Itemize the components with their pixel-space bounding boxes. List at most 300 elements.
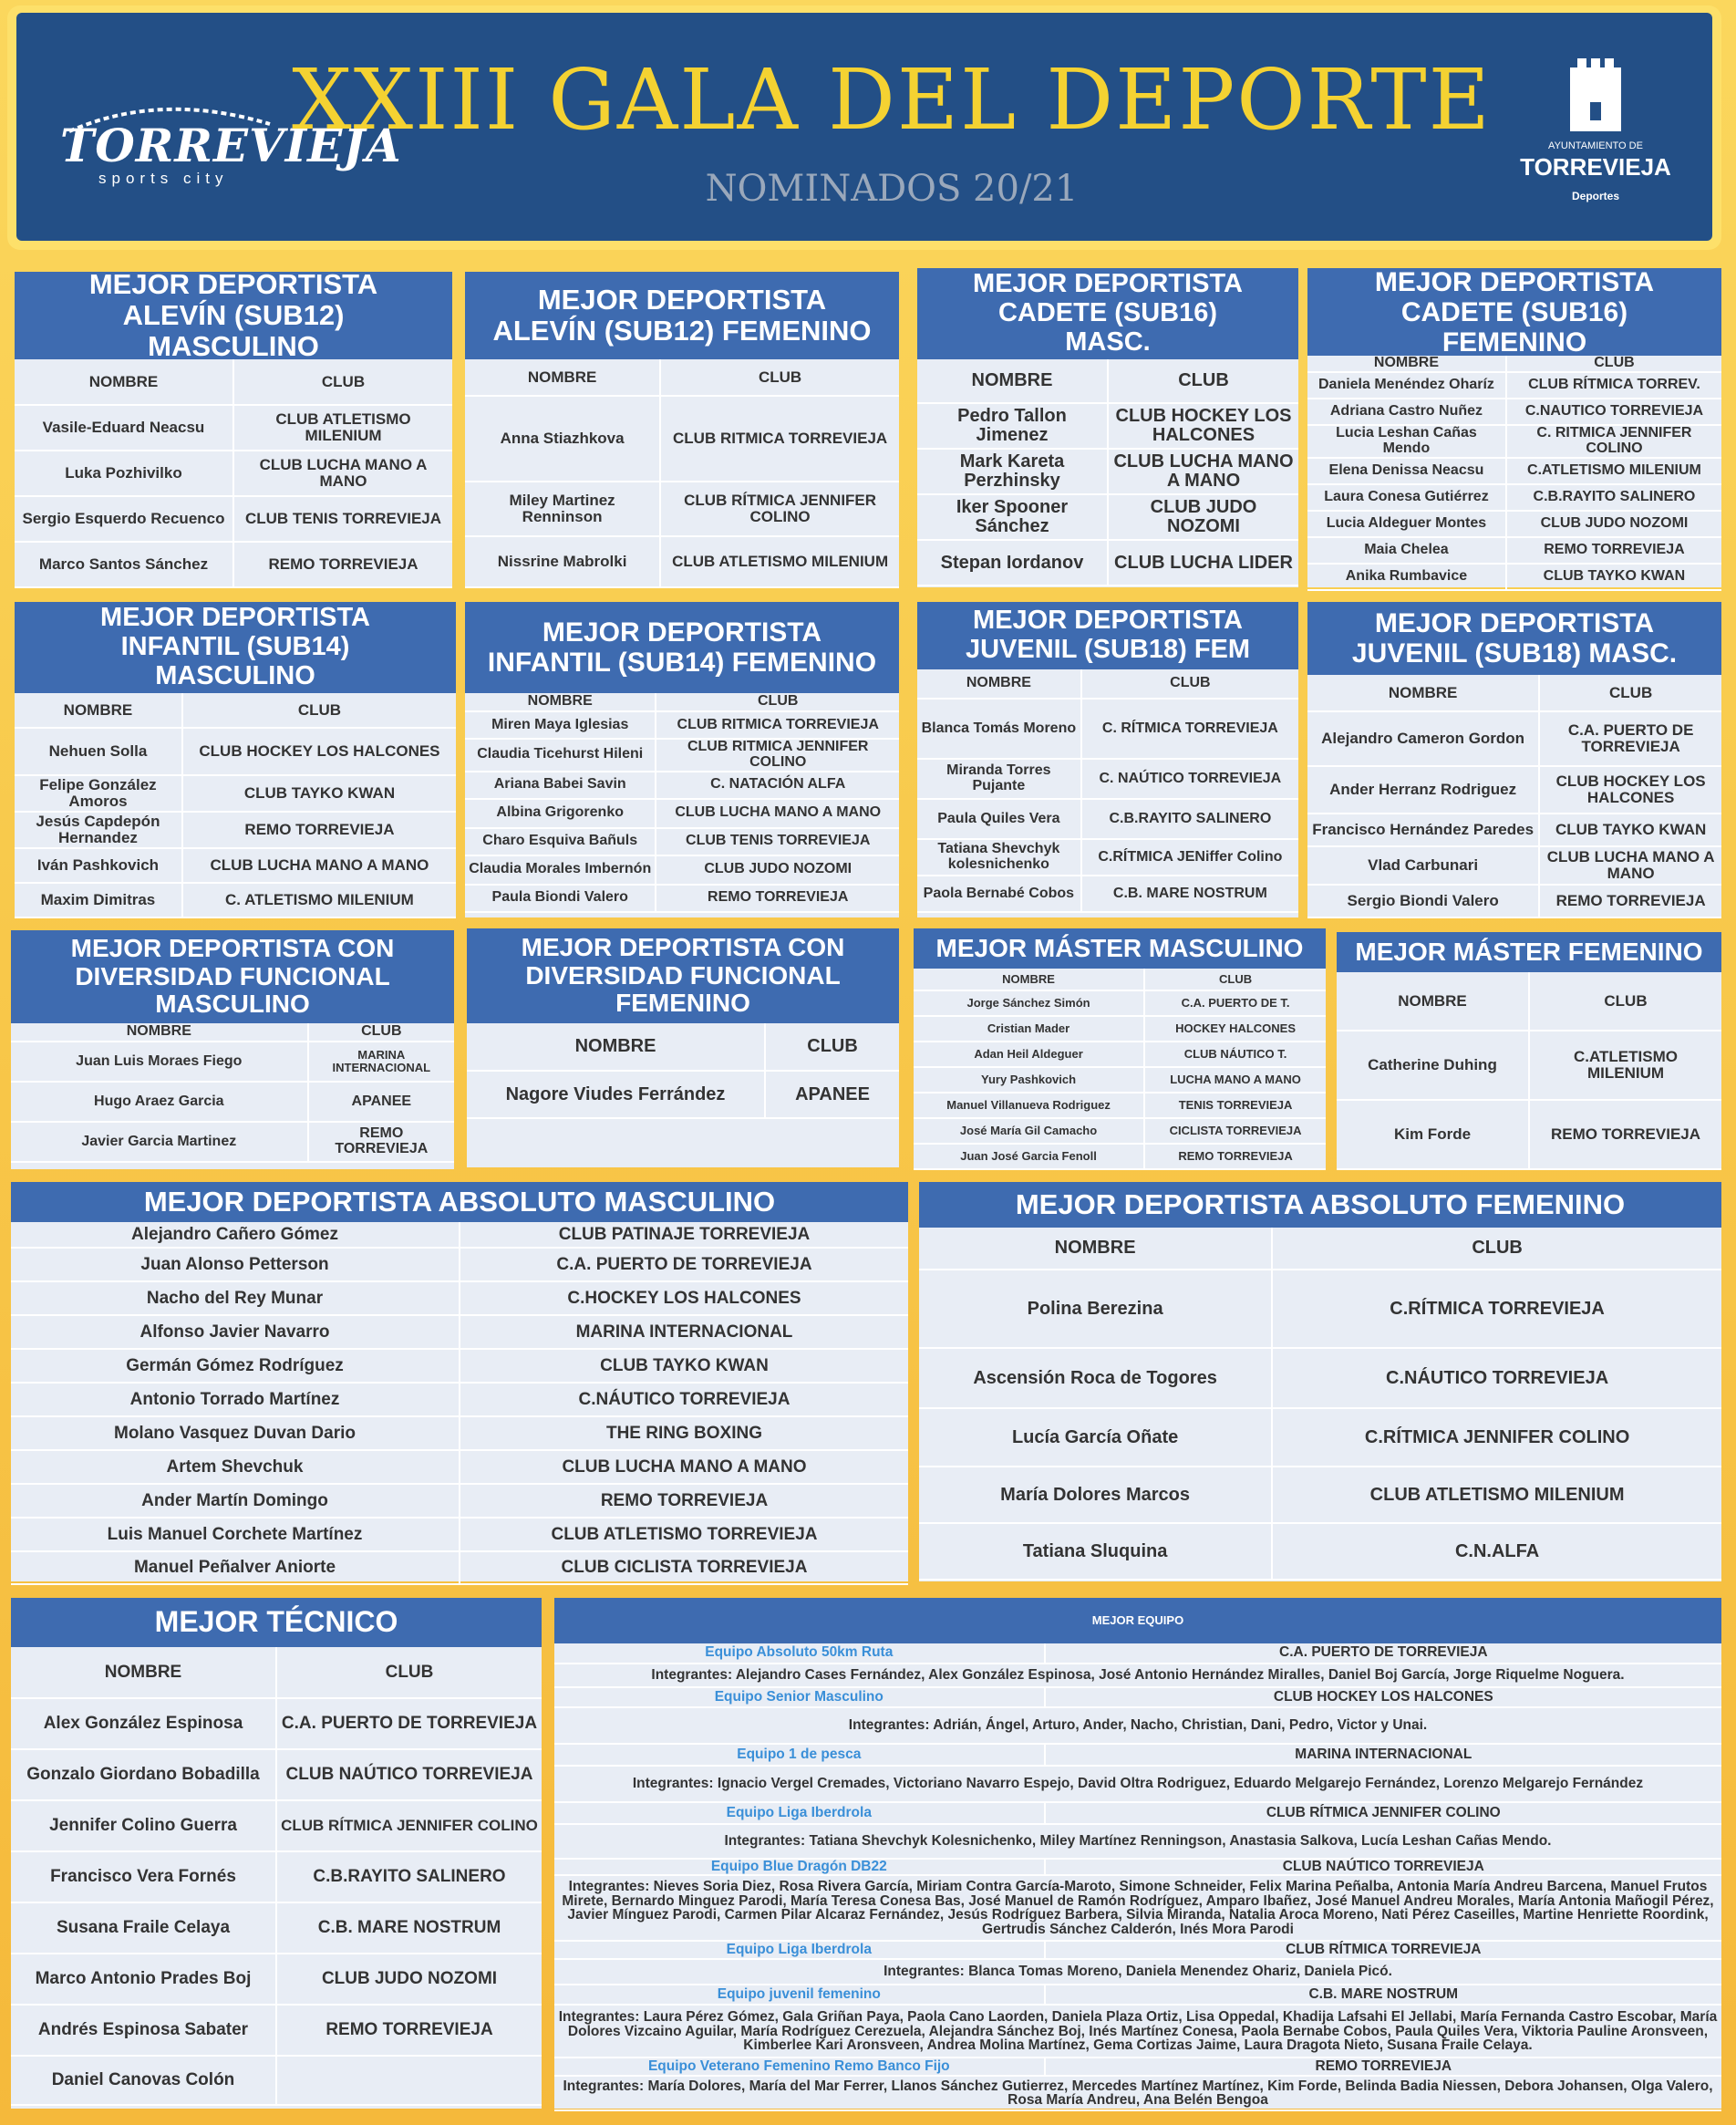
nominee-name: Polina Berezina bbox=[919, 1270, 1272, 1348]
nominee-name: Felipe González Amoros bbox=[15, 775, 182, 812]
table-row bbox=[1307, 425, 1721, 458]
table-row bbox=[467, 1071, 899, 1118]
team-members-row bbox=[554, 1959, 1721, 1985]
logo-word: TORREVIEJA bbox=[60, 119, 402, 172]
team-club: CLUB RÍTMICA TORREVIEJA bbox=[1045, 1941, 1721, 1959]
table-row bbox=[1337, 1100, 1721, 1169]
card-cadete-masculino bbox=[917, 268, 1298, 587]
nominee-club: REMO TORREVIEJA bbox=[233, 542, 452, 587]
team-members-row bbox=[554, 1664, 1721, 1687]
table-row bbox=[1307, 846, 1721, 885]
table-row bbox=[11, 1749, 542, 1800]
nominee-club: CLUB TENIS TORREVIEJA bbox=[233, 496, 452, 542]
table-row bbox=[11, 1315, 908, 1349]
col-nombre: NOMBRE bbox=[465, 693, 656, 711]
table-header bbox=[15, 693, 456, 728]
nominee-club: REMO TORREVIEJA bbox=[182, 812, 456, 848]
nominee-name: José María Gil Camacho bbox=[914, 1118, 1144, 1144]
table-row bbox=[917, 699, 1298, 759]
nominee-club: CLUB LUCHA MANO A MANO bbox=[182, 848, 456, 883]
nominee-name: Albina Grigorenko bbox=[465, 799, 656, 828]
nominee-club: MARINA INTERNACIONAL bbox=[460, 1315, 908, 1349]
table-row bbox=[1307, 511, 1721, 537]
col-club: CLUB bbox=[656, 693, 899, 711]
table-row bbox=[15, 812, 456, 848]
nominee-club: C.RÍTMICA JENiffer Colino bbox=[1081, 839, 1298, 876]
team-club: C.A. PUERTO DE TORREVIEJA bbox=[1045, 1643, 1721, 1664]
nominee-name: Adan Heil Aldeguer bbox=[914, 1042, 1144, 1067]
nominee-club: CLUB TAYKO KWAN bbox=[460, 1349, 908, 1383]
table-row bbox=[465, 739, 899, 772]
col-club: CLUB bbox=[1108, 359, 1298, 403]
table-row bbox=[1307, 484, 1721, 511]
team-row bbox=[554, 1744, 1721, 1766]
table-row bbox=[11, 1551, 908, 1584]
table-header bbox=[917, 669, 1298, 699]
nominee-name: Marco Antonio Prades Boj bbox=[11, 1954, 276, 2005]
nominee-name: Laura Conesa Gutiérrez bbox=[1307, 484, 1506, 511]
table-row bbox=[465, 536, 899, 587]
table-row bbox=[15, 848, 456, 883]
card-mejor-tecnico bbox=[11, 1598, 542, 2109]
table-row bbox=[15, 775, 456, 812]
table-row bbox=[11, 1122, 454, 1162]
table-row bbox=[11, 1450, 908, 1484]
table-row bbox=[465, 772, 899, 799]
nominee-name: Juan José Garcia Fenoll bbox=[914, 1144, 1144, 1169]
card-juvenil-masculino bbox=[1307, 602, 1721, 917]
nominee-club: CLUB ATLETISMO TORREVIEJA bbox=[460, 1518, 908, 1551]
ayuntamiento-logo bbox=[1504, 67, 1687, 213]
team-name: Equipo Liga Iberdrola bbox=[554, 1802, 1045, 1824]
table-row bbox=[1307, 458, 1721, 484]
nominee-name: Anika Rumbavice bbox=[1307, 564, 1506, 590]
table-row bbox=[11, 1954, 542, 2005]
logo-ayuntamiento: AYUNTAMIENTO DE bbox=[1548, 140, 1643, 151]
team-name: Equipo 1 de pesca bbox=[554, 1744, 1045, 1766]
page-subtitle: NOMINADOS 20/21 bbox=[705, 168, 1079, 210]
table-row bbox=[914, 990, 1326, 1016]
team-members-row bbox=[554, 2005, 1721, 2058]
nominee-name: Juan Luis Moraes Fiego bbox=[11, 1042, 308, 1082]
table-row bbox=[1307, 537, 1721, 564]
card-juvenil-femenino bbox=[917, 602, 1298, 917]
nominee-club: CLUB HOCKEY LOS HALCONES bbox=[1108, 403, 1298, 449]
nominee-name: Maia Chelea bbox=[1307, 537, 1506, 564]
nominee-name: Francisco Hernández Paredes bbox=[1307, 814, 1539, 846]
nominee-name: Kim Forde bbox=[1337, 1100, 1529, 1169]
nominees-table bbox=[1307, 675, 1721, 918]
nominee-name: Francisco Vera Fornés bbox=[11, 1851, 276, 1902]
card-title: MEJOR MÁSTER MASCULINO bbox=[914, 928, 1326, 969]
nominee-name: Gonzalo Giordano Bobadilla bbox=[11, 1749, 276, 1800]
table-row bbox=[15, 451, 452, 496]
nominee-club: C.B.RAYITO SALINERO bbox=[1081, 799, 1298, 839]
col-club: CLUB bbox=[765, 1023, 899, 1071]
nominee-club: CLUB PATINAJE TORREVIEJA bbox=[460, 1222, 908, 1248]
nominee-name: Maxim Dimitras bbox=[15, 883, 182, 917]
table-row bbox=[465, 799, 899, 828]
nominee-name: Alex González Espinosa bbox=[11, 1698, 276, 1749]
nominee-name: Alfonso Javier Navarro bbox=[11, 1315, 460, 1349]
team-club: MARINA INTERNACIONAL bbox=[1045, 1744, 1721, 1766]
nominees-table bbox=[11, 1023, 454, 1163]
table-header bbox=[465, 693, 899, 711]
nominee-name: Andrés Espinosa Sabater bbox=[11, 2005, 276, 2056]
nominee-club: C.RÍTMICA TORREVIEJA bbox=[1272, 1270, 1721, 1348]
table-row bbox=[11, 1851, 542, 1902]
table-row bbox=[919, 1523, 1721, 1580]
team-members-row bbox=[554, 1707, 1721, 1744]
card-master-masculino bbox=[914, 928, 1326, 1169]
team-name: Equipo Absoluto 50km Ruta bbox=[554, 1643, 1045, 1664]
nominee-club: C.B. MARE NOSTRUM bbox=[276, 1902, 542, 1954]
nominee-club: CLUB TENIS TORREVIEJA bbox=[656, 828, 899, 855]
nominee-name: Tatiana Sluquina bbox=[919, 1523, 1272, 1580]
card-title: MEJOR EQUIPO bbox=[554, 1598, 1721, 1643]
nominee-name: Ander Martín Domingo bbox=[11, 1484, 460, 1518]
card-title: MEJOR DEPORTISTA CADETE (SUB16) FEMENINO bbox=[1307, 268, 1721, 356]
card-title: MEJOR DEPORTISTA INFANTIL (SUB14) MASCULINO bbox=[15, 602, 456, 693]
nominees-table bbox=[15, 693, 456, 918]
table-row bbox=[15, 883, 456, 917]
table-header bbox=[917, 359, 1298, 403]
team-row bbox=[554, 1941, 1721, 1959]
nominee-club bbox=[276, 2056, 542, 2105]
table-row bbox=[11, 1698, 542, 1749]
team-name: Equipo Blue Dragón DB22 bbox=[554, 1859, 1045, 1875]
nominee-club: REMO TORREVIEJA bbox=[1529, 1100, 1721, 1169]
nominee-name: María Dolores Marcos bbox=[919, 1467, 1272, 1523]
nominee-name: Luis Manuel Corchete Martínez bbox=[11, 1518, 460, 1551]
nominee-name: Daniel Canovas Colón bbox=[11, 2056, 276, 2105]
col-nombre: NOMBRE bbox=[1307, 675, 1539, 711]
team-club: REMO TORREVIEJA bbox=[1045, 2058, 1721, 2076]
nominee-club: CLUB RÍTMICA JENNIFER COLINO bbox=[276, 1800, 542, 1851]
table-row bbox=[914, 1016, 1326, 1042]
team-row bbox=[554, 1859, 1721, 1875]
nominee-club: C. RITMICA JENNIFER COLINO bbox=[1506, 425, 1721, 458]
tower-icon bbox=[1570, 67, 1621, 131]
nominee-club: REMO TORREVIEJA bbox=[1539, 885, 1721, 917]
team-members: Integrantes: María Dolores, María del Mar Ferrer, Llanos Sánchez Gutierrez, Mercedes Martínez Martínez, Kim Forde, Belinda Badia Niessen, Debora Johansen, Olga Valero, Rosa María Andreu, Ana Belén Bengoa bbox=[554, 2076, 1721, 2110]
nominees-table bbox=[11, 1647, 542, 2106]
card-title: MEJOR TÉCNICO bbox=[11, 1598, 542, 1647]
nominee-name: Paula Quiles Vera bbox=[917, 799, 1081, 839]
table-row bbox=[914, 1067, 1326, 1093]
table-header bbox=[1307, 356, 1721, 372]
table-row bbox=[1307, 766, 1721, 814]
table-row bbox=[919, 1467, 1721, 1523]
table-header bbox=[11, 1647, 542, 1698]
table-row bbox=[917, 876, 1298, 912]
team-name: Equipo Liga Iberdrola bbox=[554, 1941, 1045, 1959]
col-club: CLUB bbox=[276, 1647, 542, 1698]
col-nombre: NOMBRE bbox=[917, 669, 1081, 699]
card-mejor-equipo bbox=[554, 1598, 1721, 2109]
team-members-row bbox=[554, 1875, 1721, 1941]
nominees-table bbox=[1337, 972, 1721, 1170]
col-club: CLUB bbox=[1272, 1228, 1721, 1270]
nominee-name: Luka Pozhivilko bbox=[15, 451, 233, 496]
table-row bbox=[1337, 1031, 1721, 1100]
table-row bbox=[1307, 564, 1721, 590]
nominee-club: C.RÍTMICA JENNIFER COLINO bbox=[1272, 1408, 1721, 1467]
nominee-club: C. NATACIÓN ALFA bbox=[656, 772, 899, 799]
nominee-club: C.B. MARE NOSTRUM bbox=[1081, 876, 1298, 912]
nominee-club: C.NÁUTICO TORREVIEJA bbox=[1272, 1348, 1721, 1408]
nominee-name: Nagore Viudes Ferrández bbox=[467, 1071, 765, 1118]
nominee-name: Nehuen Solla bbox=[15, 728, 182, 775]
table-row bbox=[15, 405, 452, 451]
card-cadete-femenino bbox=[1307, 268, 1721, 587]
nominee-name: Claudia Morales Imbernón bbox=[465, 855, 656, 885]
table-row bbox=[11, 1800, 542, 1851]
nominee-name: Paola Bernabé Cobos bbox=[917, 876, 1081, 912]
nominee-name: Javier Garcia Martinez bbox=[11, 1122, 308, 1162]
teams-table bbox=[554, 1643, 1721, 2111]
table-row bbox=[465, 828, 899, 855]
table-row bbox=[917, 403, 1298, 449]
nominee-name: Ascensión Roca de Togores bbox=[919, 1348, 1272, 1408]
nominee-club: CLUB JUDO NOZOMI bbox=[1506, 511, 1721, 537]
team-members-row bbox=[554, 1766, 1721, 1802]
table-header bbox=[15, 359, 452, 405]
nominee-name: Alejandro Cameron Gordon bbox=[1307, 711, 1539, 766]
nominee-name: Pedro Tallon Jimenez bbox=[917, 403, 1108, 449]
col-nombre: NOMBRE bbox=[15, 693, 182, 728]
team-members: Integrantes: Nieves Soria Diez, Rosa Rivera García, Miriam Contra García-Maroto, Simone Schneider, Felix Marina Peñalba, Antonia María Andreu Barcena, Manuel Frutos Mirete, Bernardo Minguez Parodi, María Teresa Conesa Bas, José Manuel de Ramón Rodríguez, Amparo Ibañez, José Manuel Andreu Morales, María Antonia Mañogil Pérez, Javier Mínguez Parodi, Carmen Pilar Alcaraz Fernández, Jesús Rodríguez Barbera, Silvia Miranda, Natalia Aroca Moreno, Nati Pérez Caseilles, Martine Henriette Roordink, Gertrudis Sánchez Calderón, Inés Mora Parodi bbox=[554, 1875, 1721, 1941]
card-title: MEJOR DEPORTISTA ALEVÍN (SUB12) MASCULINO bbox=[15, 272, 452, 359]
col-nombre: NOMBRE bbox=[914, 969, 1144, 990]
team-members-row bbox=[554, 1824, 1721, 1859]
nominee-name: Juan Alonso Petterson bbox=[11, 1248, 460, 1281]
nominee-club: MARINA INTERNACIONAL bbox=[308, 1042, 454, 1082]
nominee-name: Manuel Villanueva Rodriguez bbox=[914, 1093, 1144, 1118]
header-banner bbox=[16, 13, 1712, 241]
nominee-club: C. ATLETISMO MILENIUM bbox=[182, 883, 456, 917]
table-header bbox=[465, 359, 899, 396]
table-header bbox=[1307, 675, 1721, 711]
card-title: MEJOR MÁSTER FEMENINO bbox=[1337, 932, 1721, 972]
col-club: CLUB bbox=[308, 1023, 454, 1042]
col-nombre: NOMBRE bbox=[11, 1023, 308, 1042]
nominee-club: C.ATLETISMO MILENIUM bbox=[1529, 1031, 1721, 1100]
nominee-name: Sergio Biondi Valero bbox=[1307, 885, 1539, 917]
table-row bbox=[11, 1349, 908, 1383]
page-title: XXIII GALA DEL DEPORTE bbox=[292, 51, 1492, 149]
logo-sub: sports city bbox=[98, 170, 229, 187]
nominee-name: Ariana Babei Savin bbox=[465, 772, 656, 799]
table-row bbox=[11, 1383, 908, 1416]
nominee-name: Jesús Capdepón Hernandez bbox=[15, 812, 182, 848]
nominee-club: CLUB TAYKO KWAN bbox=[1539, 814, 1721, 846]
team-name: Equipo Veterano Femenino Remo Banco Fijo bbox=[554, 2058, 1045, 2076]
table-row bbox=[465, 396, 899, 482]
nominee-name: Daniela Menéndez Oharíz bbox=[1307, 372, 1506, 399]
table-row bbox=[465, 711, 899, 739]
table-row bbox=[1307, 399, 1721, 425]
table-row bbox=[917, 839, 1298, 876]
nominees-table bbox=[465, 359, 899, 588]
nominee-name: Blanca Tomás Moreno bbox=[917, 699, 1081, 759]
nominee-name: Cristian Mader bbox=[914, 1016, 1144, 1042]
nominee-name: Catherine Duhing bbox=[1337, 1031, 1529, 1100]
table-row bbox=[11, 2056, 542, 2105]
nominees-table bbox=[465, 693, 899, 913]
table-row bbox=[15, 496, 452, 542]
card-alevin-femenino bbox=[465, 272, 899, 587]
nominee-club: CLUB LUCHA MANO A MANO bbox=[460, 1450, 908, 1484]
nominee-club: CLUB LUCHA MANO A MANO bbox=[1539, 846, 1721, 885]
nominee-name: Hugo Araez Garcia bbox=[11, 1082, 308, 1122]
nominee-club: CLUB JUDO NOZOMI bbox=[1108, 494, 1298, 540]
card-title: MEJOR DEPORTISTA CON DIVERSIDAD FUNCIONAL MASCULINO bbox=[11, 930, 454, 1023]
table-row bbox=[465, 885, 899, 912]
nominee-name: Miranda Torres Pujante bbox=[917, 759, 1081, 799]
team-club: CLUB RÍTMICA JENNIFER COLINO bbox=[1045, 1802, 1721, 1824]
nominees-table bbox=[15, 359, 452, 588]
col-club: CLUB bbox=[1081, 669, 1298, 699]
col-club: CLUB bbox=[233, 359, 452, 405]
nominee-name: Susana Fraile Celaya bbox=[11, 1902, 276, 1954]
col-nombre: NOMBRE bbox=[465, 359, 660, 396]
team-members: Integrantes: Laura Pérez Gómez, Gala Griñan Paya, Paola Cano Laorden, Daniela Plaza Ortiz, Lisa Oppedal, Khadija Lafsahi El Jellabi, María Fernanda Castro Escobar, María Dolores Vizcaino Aguilar, María Rodríguez Cerezuela, Alejandra Sánchez Boj, Inés Martínez Conesa, Paola Bernabe Cobos, Paula Quiles Vera, Viktoria Pauline Aronsveen, Kimberlee Kari Aronsveen, Andrea Molina Martínez, Gema Cortizas Jaime, Laura Dragota Nieto, Susana Fraile Celaya. bbox=[554, 2005, 1721, 2058]
nominee-club: CLUB ATLETISMO MILENIUM bbox=[660, 536, 899, 587]
nominee-club: CLUB JUDO NOZOMI bbox=[656, 855, 899, 885]
table-row bbox=[11, 1484, 908, 1518]
team-row bbox=[554, 1643, 1721, 1664]
card-infantil-masculino bbox=[15, 602, 456, 917]
table-row bbox=[11, 1222, 908, 1248]
table-row bbox=[914, 1093, 1326, 1118]
nominee-name: Paula Biondi Valero bbox=[465, 885, 656, 912]
nominees-table bbox=[11, 1222, 908, 1585]
nominee-name: Iván Pashkovich bbox=[15, 848, 182, 883]
nominee-club: REMO TORREVIEJA bbox=[276, 2005, 542, 2056]
nominee-name: Alejandro Cañero Gómez bbox=[11, 1222, 460, 1248]
table-row bbox=[11, 1416, 908, 1450]
team-members: Integrantes: Blanca Tomas Moreno, Daniela Menendez Ohariz, Daniela Picó. bbox=[554, 1959, 1721, 1985]
nominee-club: CLUB HOCKEY LOS HALCONES bbox=[1539, 766, 1721, 814]
nominee-club: C.B.RAYITO SALINERO bbox=[1506, 484, 1721, 511]
nominee-name: Nissrine Mabrolki bbox=[465, 536, 660, 587]
table-row bbox=[1307, 711, 1721, 766]
nominee-name: Germán Gómez Rodríguez bbox=[11, 1349, 460, 1383]
nominee-club: C.N.ALFA bbox=[1272, 1523, 1721, 1580]
table-row bbox=[465, 482, 899, 536]
table-row bbox=[11, 1281, 908, 1315]
col-nombre: NOMBRE bbox=[1337, 972, 1529, 1031]
team-club: CLUB NAÚTICO TORREVIEJA bbox=[1045, 1859, 1721, 1875]
table-row bbox=[11, 1518, 908, 1551]
nominee-club: REMO TORREVIEJA bbox=[1506, 537, 1721, 564]
table-row bbox=[919, 1408, 1721, 1467]
nominee-club: CLUB RITMICA JENNIFER COLINO bbox=[656, 739, 899, 772]
table-row bbox=[917, 759, 1298, 799]
table-row bbox=[15, 728, 456, 775]
team-row bbox=[554, 1985, 1721, 2005]
nominee-club: CLUB LUCHA MANO A MANO bbox=[656, 799, 899, 828]
table-header bbox=[1337, 972, 1721, 1031]
table-row bbox=[1307, 885, 1721, 917]
team-club: C.B. MARE NOSTRUM bbox=[1045, 1985, 1721, 2005]
nominee-club: CLUB JUDO NOZOMI bbox=[276, 1954, 542, 2005]
nominees-table bbox=[917, 669, 1298, 913]
card-absoluto-masculino bbox=[11, 1182, 908, 1581]
nominee-name: Marco Santos Sánchez bbox=[15, 542, 233, 587]
nominee-club: C.ATLETISMO MILENIUM bbox=[1506, 458, 1721, 484]
nominees-table bbox=[467, 1023, 899, 1119]
team-members: Integrantes: Ignacio Vergel Cremades, Victoriano Navarro Espejo, David Oltra Rodriguez, Eduardo Melgarejo Fernández, Lorenzo Melgarejo Fernández bbox=[554, 1766, 1721, 1802]
team-row bbox=[554, 1687, 1721, 1707]
nominee-club: REMO TORREVIEJA bbox=[656, 885, 899, 912]
team-row bbox=[554, 2058, 1721, 2076]
nominee-club: THE RING BOXING bbox=[460, 1416, 908, 1450]
logo-torrevieja: TORREVIEJA bbox=[1520, 153, 1671, 181]
nominee-club: C.A. PUERTO DE T. bbox=[1144, 990, 1326, 1016]
nominee-name: Miren Maya Iglesias bbox=[465, 711, 656, 739]
col-nombre: NOMBRE bbox=[15, 359, 233, 405]
table-row bbox=[1307, 372, 1721, 399]
nominee-club: CLUB NAÚTICO TORREVIEJA bbox=[276, 1749, 542, 1800]
nominee-club: REMO TORREVIEJA bbox=[460, 1484, 908, 1518]
nominee-club: CLUB CICLISTA TORREVIEJA bbox=[460, 1551, 908, 1584]
nominee-name: Vlad Carbunari bbox=[1307, 846, 1539, 885]
card-title: MEJOR DEPORTISTA JUVENIL (SUB18) FEM bbox=[917, 602, 1298, 669]
nominee-name: Nacho del Rey Munar bbox=[11, 1281, 460, 1315]
col-nombre: NOMBRE bbox=[467, 1023, 765, 1071]
team-name: Equipo Senior Masculino bbox=[554, 1687, 1045, 1707]
nominee-name: Antonio Torrado Martínez bbox=[11, 1383, 460, 1416]
nominees-table bbox=[914, 969, 1326, 1170]
nominee-name: Sergio Esquerdo Recuenco bbox=[15, 496, 233, 542]
team-members: Integrantes: Adrián, Ángel, Arturo, Ander, Nacho, Christian, Dani, Pedro, Victor y Unai. bbox=[554, 1707, 1721, 1744]
nominee-club: CLUB NÁUTICO T. bbox=[1144, 1042, 1326, 1067]
col-nombre: NOMBRE bbox=[1307, 356, 1506, 372]
nominee-club: CLUB TAYKO KWAN bbox=[1506, 564, 1721, 590]
nominee-club: CLUB LUCHA MANO A MANO bbox=[1108, 449, 1298, 494]
nominee-club: C. NAÚTICO TORREVIEJA bbox=[1081, 759, 1298, 799]
nominee-club: REMO TORREVIEJA bbox=[308, 1122, 454, 1162]
nominee-club: CLUB HOCKEY LOS HALCONES bbox=[182, 728, 456, 775]
nominee-name: Mark Kareta Perzhinsky bbox=[917, 449, 1108, 494]
nominee-club: CLUB RITMICA TORREVIEJA bbox=[656, 711, 899, 739]
team-members: Integrantes: Alejandro Cases Fernández, Alex González Espinosa, José Antonio Hernández Miralles, Daniel Boj García, Jorge Riquelme Noguera. bbox=[554, 1664, 1721, 1687]
table-row bbox=[11, 1248, 908, 1281]
card-absoluto-femenino bbox=[919, 1182, 1721, 1581]
col-club: CLUB bbox=[182, 693, 456, 728]
table-row bbox=[15, 542, 452, 587]
team-name: Equipo juvenil femenino bbox=[554, 1985, 1045, 2005]
nominee-club: REMO TORREVIEJA bbox=[1144, 1144, 1326, 1169]
card-title: MEJOR DEPORTISTA ABSOLUTO FEMENINO bbox=[919, 1182, 1721, 1228]
nominees-table bbox=[917, 359, 1298, 586]
nominee-club: C.NAUTICO TORREVIEJA bbox=[1506, 399, 1721, 425]
nominee-club: C.B.RAYITO SALINERO bbox=[276, 1851, 542, 1902]
table-header bbox=[914, 969, 1326, 990]
table-row bbox=[917, 449, 1298, 494]
nominee-club: CLUB ATLETISMO MILENIUM bbox=[1272, 1467, 1721, 1523]
card-title: MEJOR DEPORTISTA ABSOLUTO MASCULINO bbox=[11, 1182, 908, 1222]
table-row bbox=[919, 1270, 1721, 1348]
col-nombre: NOMBRE bbox=[917, 359, 1108, 403]
card-infantil-femenino bbox=[465, 602, 899, 917]
card-alevin-masculino bbox=[15, 267, 452, 587]
card-diversidad-femenino bbox=[467, 928, 899, 1167]
nominee-name: Lucia Leshan Cañas Mendo bbox=[1307, 425, 1506, 458]
col-club: CLUB bbox=[1539, 675, 1721, 711]
